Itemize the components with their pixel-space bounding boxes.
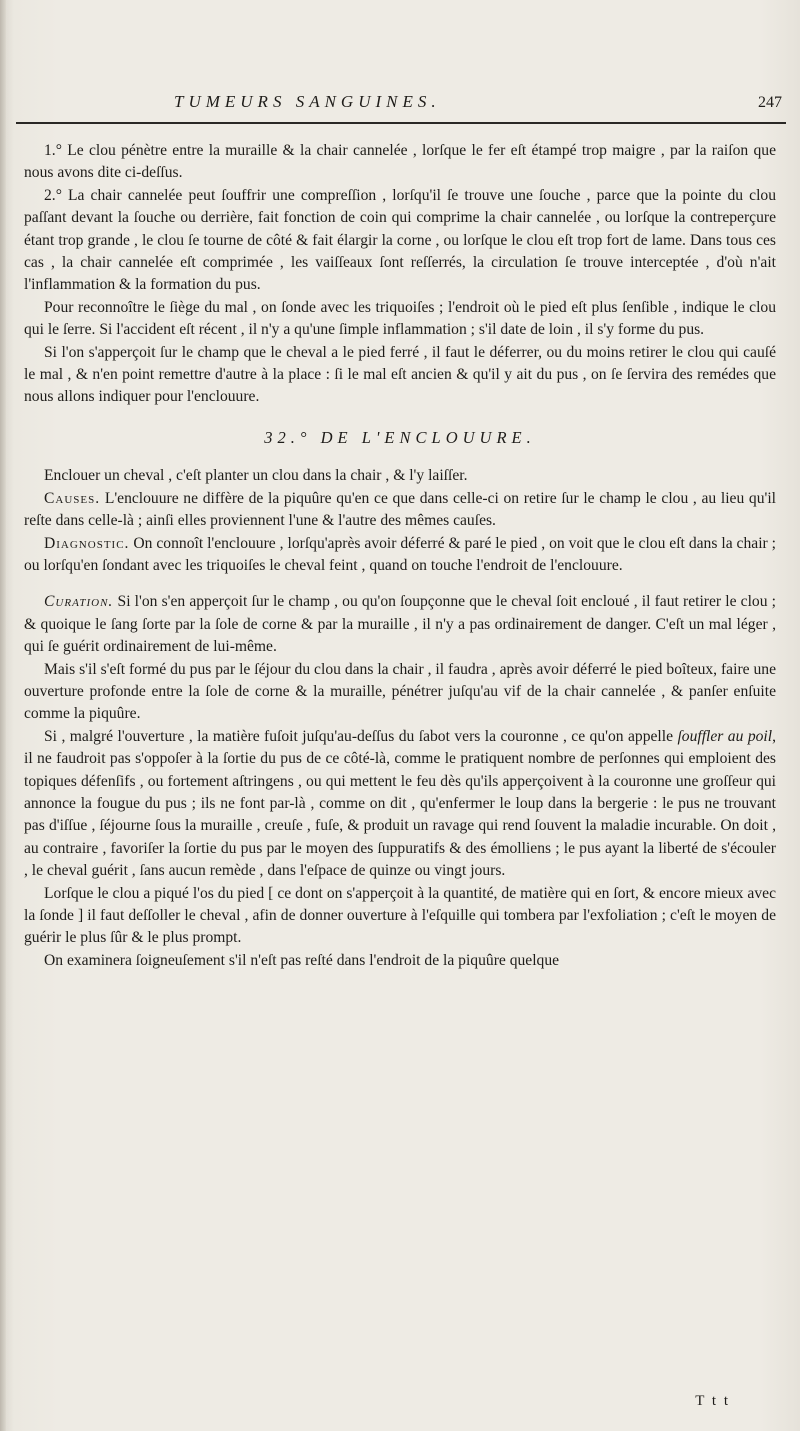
diagnostic-label: Diagnostic.: [44, 534, 130, 552]
body-text: [24, 140, 776, 972]
signature-mark: T t t: [695, 1393, 730, 1409]
section-title: DE L'ENCLOUURE.: [320, 427, 536, 447]
paragraph-10-italic: ſouffler au poil: [677, 727, 773, 745]
paragraph-6-text: L'enclouure ne diffère de la piquûre qu'en ce que dans celle-ci on retire ſur le champ le clou , au lieu qu'il reſte dans celle-là ; ainſi elles proviennent l'une & l'autre des mêmes cauſes.: [24, 489, 776, 530]
paragraph-10-text-a: Si , malgré l'ouverture , la matière fuſoit juſqu'au-deſſus du ſabot vers la couronne , ce qu'on appelle: [44, 727, 674, 745]
header-rule: [16, 122, 786, 124]
causes-label: Causes.: [44, 489, 101, 507]
paragraph-8: [24, 591, 776, 658]
paragraph-4: Si l'on s'apperçoit ſur le champ que le cheval a le pied ferré , il faut le déferrer, ou du moins retirer le clou qui cauſé le mal , & n'en point remettre d'autre à la place : ſi le mal eſt ancien & qu'il y ait du pus , on ſe ſervira des remédes que nous allons indiquer pour l'enclouure.: [24, 343, 776, 406]
page-binding-shadow: [0, 0, 6, 1431]
paragraph-9: Mais s'il s'eſt formé du pus par le ſéjour du clou dans la chair , il faudra , après avoir déferré le pied boîteux, faire une ouverture profonde entre la ſole de corne & la muraille, pénétrer juſqu'au vif de la chair cannelée , & panſer enſuite comme la piquûre.: [24, 660, 776, 723]
paragraph-7-text: On connoît l'enclouure , lorſqu'après avoir déferré & paré le pied , on voit que le clou eſt dans la chair ; ou lorſqu'en ſondant avec les triquoiſes le cheval feint , quand on touche l'endroit de l'enclouure.: [24, 534, 776, 574]
section-heading: [24, 427, 776, 449]
page-number: 247: [758, 94, 782, 111]
paragraph-6: [24, 488, 776, 533]
paragraph-1: 1.° Le clou pénètre entre la muraille & la chair cannelée , lorſque le fer eſt étampé trop maigre , par la raiſon que nous avons dite ci-deſſus.: [24, 142, 776, 182]
section-number: 32.°: [264, 427, 312, 447]
paragraph-10-text-b: , il ne faudroit pas s'oppoſer à la ſortie du pus de ce côté-là, comme le pratiquent nombre de perſonnes qui emploient des topiques défenſifs , ou fortement aſtringens , ou qui mettent le feu dès qu'ils apperçoivent à la couronne une groſſeur qui annonce la fougue du pus ; ils ne font par-là , comme on dit , qu'enfermer le loup dans la bergerie : le pus ne trouvant pas d'iſſue , ſéjourne ſous la muraille , creuſe , fuſe, & produit un ravage qui rend ſouvent la maladie incurable. On doit , au contraire , favoriſer la ſortie du pus par le moyen des ſuppuratifs & des émolliens ; le pus ayant la liberté de s'écouler , le cheval guérit , ſans aucun remède , dans l'eſpace de quinze ou vingt jours.: [24, 727, 776, 880]
curation-label: Curation.: [44, 593, 114, 611]
paragraph-2: 2.° La chair cannelée peut ſouffrir une compreſſion , lorſqu'il ſe trouve une ſouche , parce que la pointe du clou paſſant devant la ſouche ou derrière, fait fonction de coin qui comprime la chair cannelée , ou lorſque la contreperçure étant trop grande , le clou ſe tourne de côté & fait élargir la corne , ou lorſque le clou eſt trop fort de lame. Dans tous ces cas , la chair cannelée eſt comprimée , les vaiſſeaux ſont reſſerrés, la circulation ſe trouve interceptée , d'où n'ait l'inflammation & la formation du pus.: [24, 186, 776, 294]
paragraph-8-text: Si l'on s'en apperçoit ſur le champ , ou qu'on ſoupçonne que le cheval ſoit encloué , il faut retirer le clou ; & quoique le ſang ſorte par la ſole de corne & par la muraille , il n'y a pas ordinairement de danger. C'eſt un mal léger , qui ſe guérit ordinairement de lui-même.: [24, 593, 776, 656]
running-head: TUMEURS SANGUINES.: [174, 92, 441, 111]
page-header: [0, 92, 800, 132]
paragraph-gap: [24, 577, 776, 591]
paragraph-10: [24, 726, 776, 883]
paragraph-7: [24, 533, 776, 578]
paragraph-5: Enclouer un cheval , c'eſt planter un clou dans la chair , & l'y laiſſer.: [44, 467, 468, 485]
paragraph-11: Lorſque le clou a piqué l'os du pied [ ce dont on s'apperçoit à la quantité, de matière qui en ſort, & encore mieux avec la ſonde ] il faut deſſoller le cheval , afin de donner ouverture à l'eſquille qui tombera par l'exfoliation ; c'eſt le moyen de guérir le plus ſûr & le plus prompt.: [24, 884, 776, 947]
paragraph-3: Pour reconnoître le ſiège du mal , on ſonde avec les triquoiſes ; l'endroit où le pied eſt plus ſenſible , indique le clou qui le ſerre. Si l'accident eſt récent , il n'y a qu'une ſimple inflammation ; s'il date de loin , il s'y forme du pus.: [24, 298, 776, 339]
paragraph-12: On examinera ſoigneuſement s'il n'eſt pas reſté dans l'endroit de la piquûre quelque: [44, 951, 560, 969]
